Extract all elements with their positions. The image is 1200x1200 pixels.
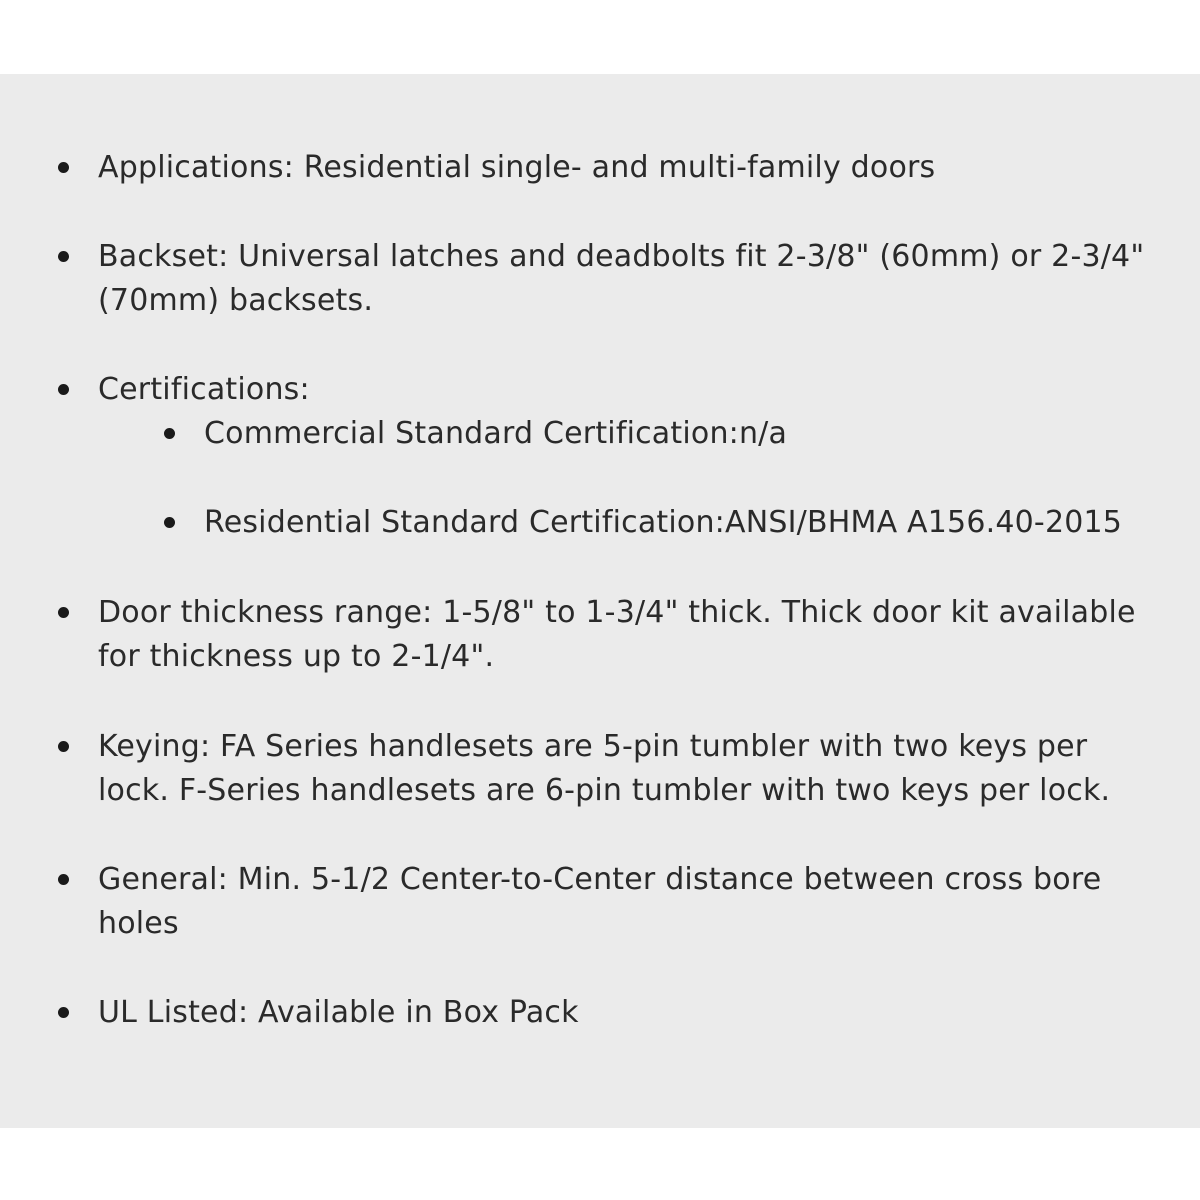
feature-keying	[98, 725, 1168, 813]
feature-text: Certifications:	[98, 372, 310, 407]
feature-applications	[98, 146, 1168, 190]
feature-text: Backset: Universal latches and deadbolts fit 2-3/8" (60mm) or 2-3/4" (70mm) backsets.	[98, 239, 1145, 318]
certification-commercial	[204, 412, 1184, 456]
feature-general	[98, 858, 1168, 946]
feature-text: Applications: Residential single- and multi-family doors	[98, 150, 936, 185]
feature-certifications	[98, 368, 1168, 540]
feature-ul-listed	[98, 991, 1168, 1035]
certification-text: Residential Standard Certification:ANSI/BHMA A156.40-2015	[204, 505, 1123, 540]
feature-text: General: Min. 5-1/2 Center-to-Center distance between cross bore holes	[98, 862, 1102, 941]
spec-panel	[0, 74, 1200, 1128]
feature-text: Door thickness range: 1-5/8" to 1-3/4" thick. Thick door kit available for thickness up to 2-1/4".	[98, 595, 1136, 674]
feature-text: Keying: FA Series handlesets are 5-pin tumbler with two keys per lock. F-Series handlesets are 6-pin tumbler with two keys per lock.	[98, 729, 1111, 808]
certification-text: Commercial Standard Certification:n/a	[204, 416, 788, 451]
certification-residential	[204, 501, 1184, 545]
feature-backset	[98, 235, 1168, 323]
feature-door-thickness	[98, 591, 1168, 679]
feature-text: UL Listed: Available in Box Pack	[98, 995, 579, 1030]
